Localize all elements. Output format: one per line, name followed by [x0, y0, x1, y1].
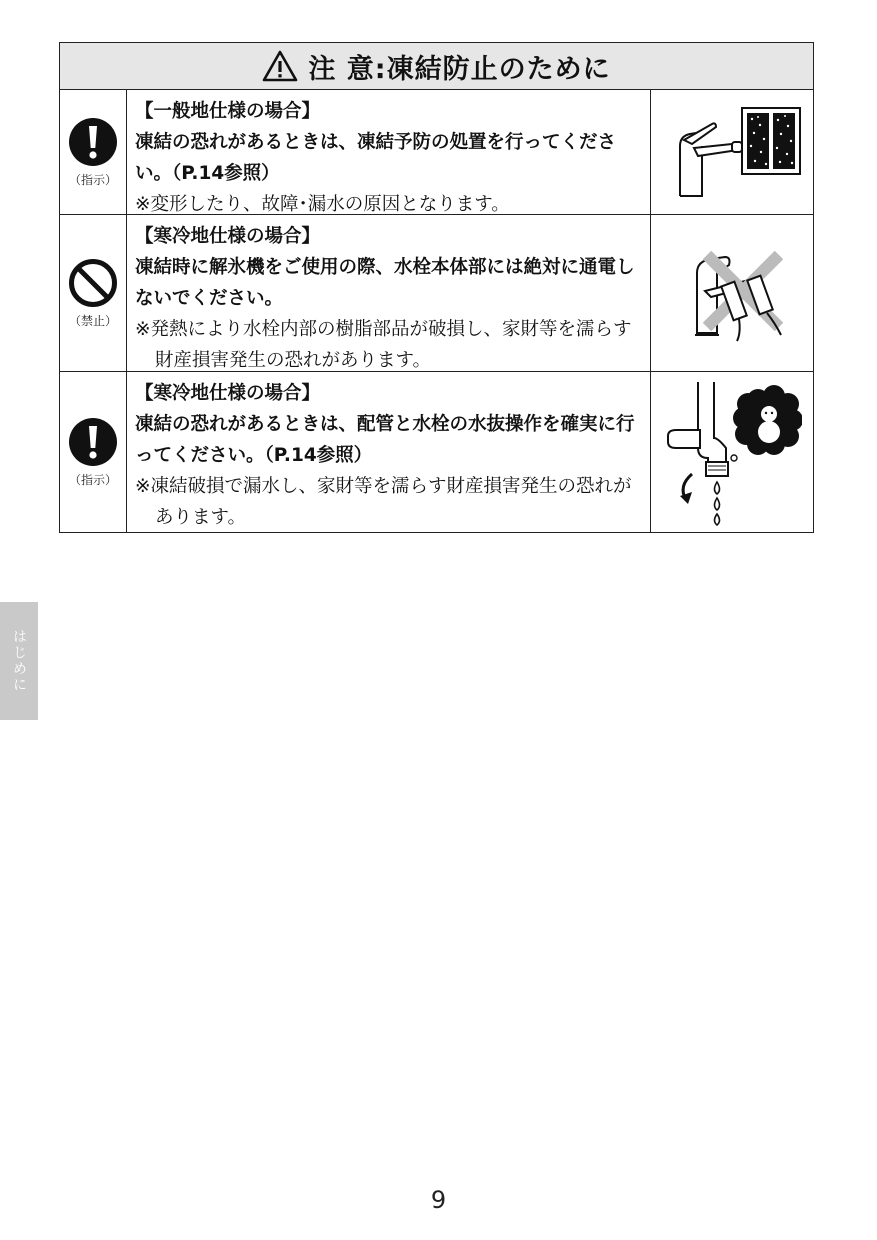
text-cell: [127, 90, 651, 214]
warning-text: 凍結の恐れがあるときは、凍結予防の処置を行ってください。（P.14参照）: [135, 132, 617, 184]
caution-title: 注 意:凍結防止のために: [308, 53, 611, 85]
mandatory-icon: [68, 417, 118, 467]
warning-text: 凍結時に解氷機をご使用の際、水栓本体部には絶対に通電しないでください。: [135, 257, 635, 309]
mandatory-icon: [68, 117, 118, 167]
illustration-cell: [651, 372, 813, 532]
warning-triangle-icon: [262, 50, 298, 82]
faucet-window-snow-illustration: [662, 106, 802, 198]
symbol-cell: [60, 215, 127, 371]
symbol-label: （指示）: [68, 472, 117, 487]
text-cell: [127, 372, 651, 532]
caution-table: [59, 42, 814, 533]
note-text: ※変形したり、故障･漏水の原因となります。: [135, 194, 510, 215]
warning-text: 凍結の恐れがあるときは、配管と水栓の水抜操作を確実に行ってください。（P.14参照）: [135, 414, 635, 466]
text-cell: [127, 215, 651, 371]
symbol-cell: [60, 372, 127, 532]
note-text: ※発熱により水栓内部の樹脂部品が破損し、家財等を濡らす財産損害発生の恐れがあります。: [135, 319, 632, 371]
case-heading: 【一般地仕様の場合】: [135, 101, 321, 122]
caution-header: [60, 43, 813, 90]
caution-row: [60, 90, 813, 215]
faucet-drain-snowman-illustration: [662, 378, 802, 526]
illustration-cell: [651, 215, 813, 371]
caution-row: [60, 372, 813, 532]
case-heading: 【寒冷地仕様の場合】: [135, 226, 321, 247]
illustration-cell: [651, 90, 813, 214]
case-heading: 【寒冷地仕様の場合】: [135, 383, 321, 404]
side-tab[interactable]: [0, 602, 38, 720]
faucet-thawing-device-prohibited-illustration: [667, 243, 797, 343]
side-tab-label: はじめに: [11, 629, 27, 693]
symbol-label: （禁止）: [68, 313, 117, 328]
page-number: 9: [430, 1186, 447, 1214]
note-text: ※凍結破損で漏水し、家財等を濡らす財産損害発生の恐れがあります。: [135, 476, 632, 528]
caution-row: [60, 215, 813, 372]
prohibition-icon: [68, 258, 118, 308]
symbol-cell: [60, 90, 127, 214]
symbol-label: （指示）: [68, 172, 117, 187]
